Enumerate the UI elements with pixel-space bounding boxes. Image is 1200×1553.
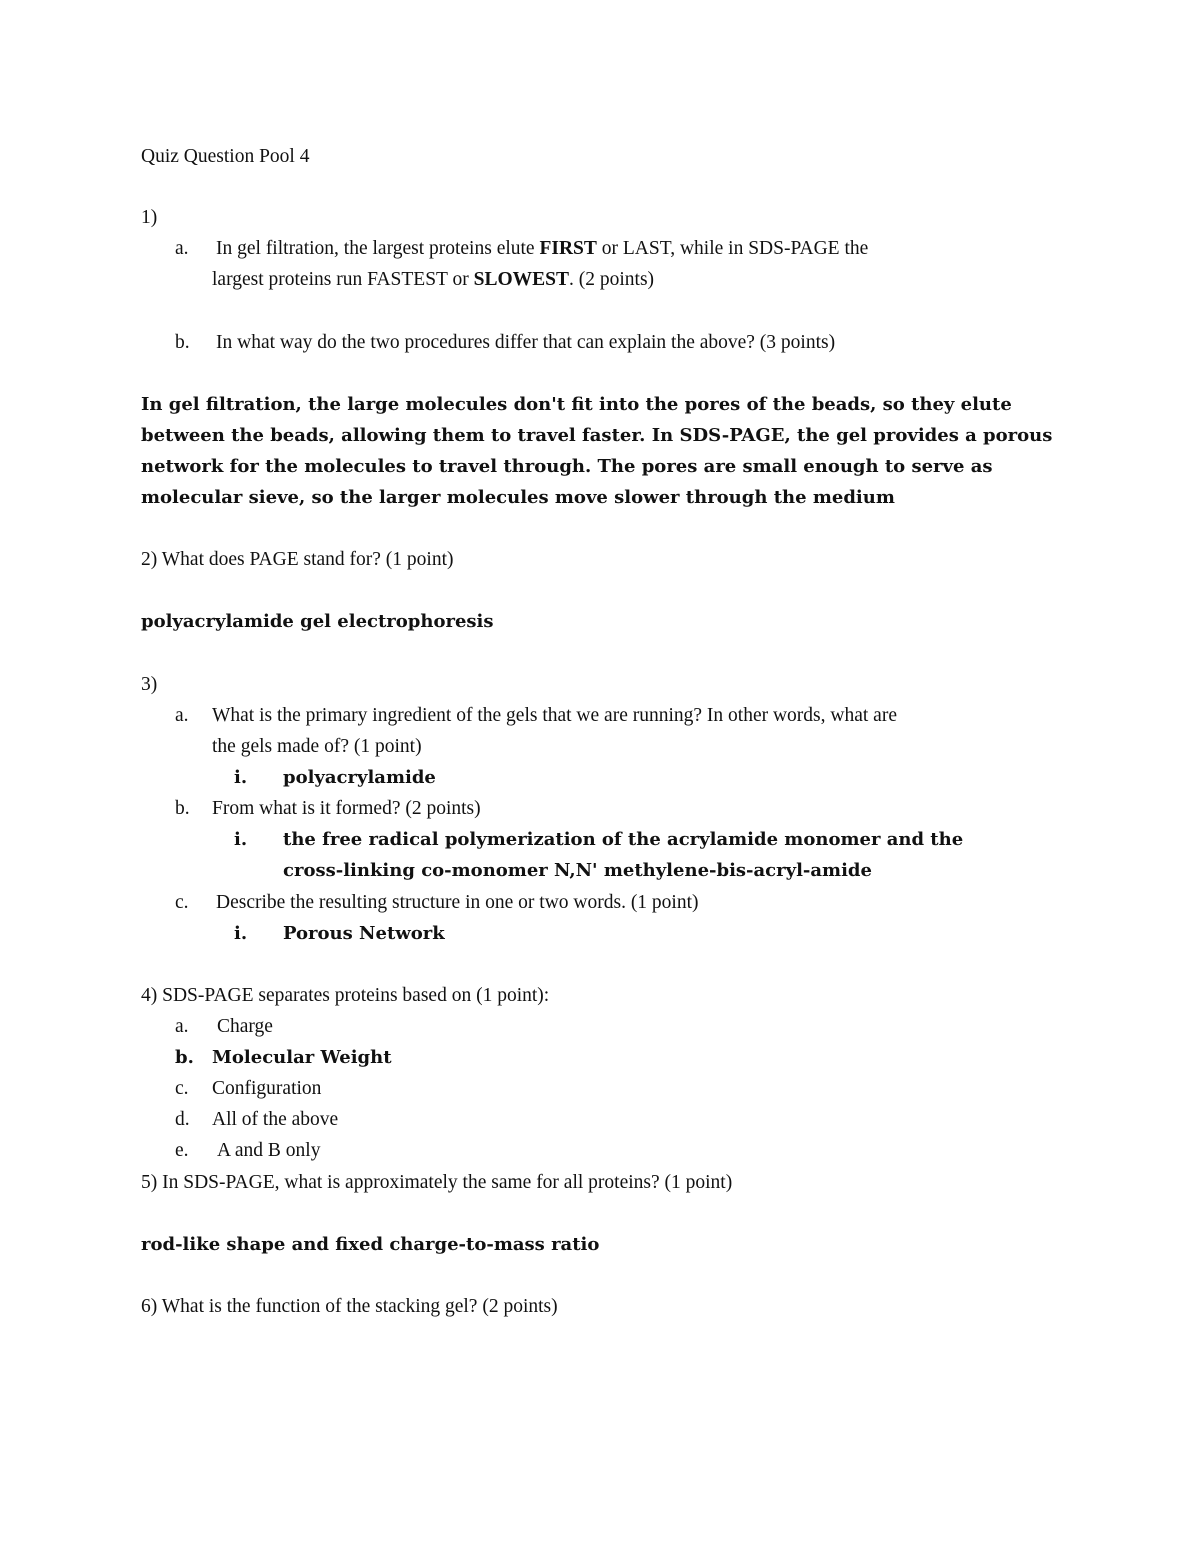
q6-question: 6) What is the function of the stacking gel? (2 points) — [141, 1296, 558, 1317]
q3b-text: From what is it formed? (2 points) — [212, 798, 481, 819]
q4-option-c: Configuration — [212, 1078, 322, 1099]
q1-answer-line-4: molecular sieve, so the larger molecules move slower through the medium — [141, 487, 895, 508]
q1b-text: In what way do the two procedures differ that can explain the above? (3 points) — [216, 332, 836, 353]
q4-option-c-marker: c. — [175, 1078, 189, 1099]
q3-number: 3) — [141, 674, 158, 695]
q4-option-b-correct: Molecular Weight — [212, 1047, 392, 1068]
q1a-text-pre: In gel filtration, the largest proteins elute — [216, 238, 540, 259]
q4-option-a-marker: a. — [175, 1016, 189, 1037]
q4-option-a: Charge — [217, 1016, 273, 1037]
q3c-answer: Porous Network — [283, 923, 445, 944]
q3b-answer-line-1: the free radical polymerization of the acrylamide monomer and the — [283, 829, 964, 850]
q1a-marker: a. — [175, 238, 189, 259]
q1-answer-line-3: network for the molecules to travel through. The pores are small enough to serve as — [141, 456, 993, 477]
q3a-line-1: What is the primary ingredient of the gels that we are running? In other words, what are — [212, 705, 897, 726]
q1-answer-line-2: between the beads, allowing them to travel faster. In SDS-PAGE, the gel provides a porous — [141, 425, 1053, 446]
q2-answer: polyacrylamide gel electrophoresis — [141, 611, 494, 632]
q1a-line-2 — [212, 268, 654, 292]
q3c-text: Describe the resulting structure in one or two words. (1 point) — [216, 892, 699, 913]
q1a-slowest-emphasis: SLOWEST — [473, 269, 570, 290]
q1a-first-emphasis: FIRST — [539, 238, 597, 259]
q3c-sub-marker: i. — [234, 923, 248, 944]
q1a-line-1 — [216, 237, 868, 261]
q1-answer-line-1: In gel filtration, the large molecules don't fit into the pores of the beads, so they elute — [141, 394, 1012, 415]
q3a-answer: polyacrylamide — [283, 767, 436, 788]
q4-option-b-marker: b. — [175, 1047, 194, 1068]
q3c-marker: c. — [175, 892, 189, 913]
q4-question: 4) SDS-PAGE separates proteins based on (1 point): — [141, 985, 550, 1006]
q4-option-e-marker: e. — [175, 1140, 189, 1161]
q1a-text-mid: or LAST, while in SDS-PAGE the — [596, 238, 869, 259]
q3b-marker: b. — [175, 798, 190, 819]
q5-answer: rod-like shape and fixed charge-to-mass ratio — [141, 1234, 600, 1255]
q3a-line-2: the gels made of? (1 point) — [212, 736, 422, 757]
q4-option-e: A and B only — [217, 1140, 321, 1161]
q4-option-d: All of the above — [212, 1109, 339, 1130]
q3a-marker: a. — [175, 705, 189, 726]
q1-number: 1) — [141, 207, 158, 228]
q1a-text-post: . (2 points) — [569, 269, 655, 290]
q1b-marker: b. — [175, 332, 190, 353]
q3b-answer-line-2: cross-linking co-monomer N,N' methylene-bis-acryl-amide — [283, 860, 872, 881]
q1a-text-pre2: largest proteins run FASTEST or — [212, 269, 474, 290]
page-title: Quiz Question Pool 4 — [141, 146, 310, 167]
q5-question: 5) In SDS-PAGE, what is approximately the same for all proteins? (1 point) — [141, 1172, 733, 1193]
q3b-sub-marker: i. — [234, 829, 248, 850]
q2-question: 2) What does PAGE stand for? (1 point) — [141, 549, 454, 570]
q3a-sub-marker: i. — [234, 767, 248, 788]
q4-option-d-marker: d. — [175, 1109, 190, 1130]
